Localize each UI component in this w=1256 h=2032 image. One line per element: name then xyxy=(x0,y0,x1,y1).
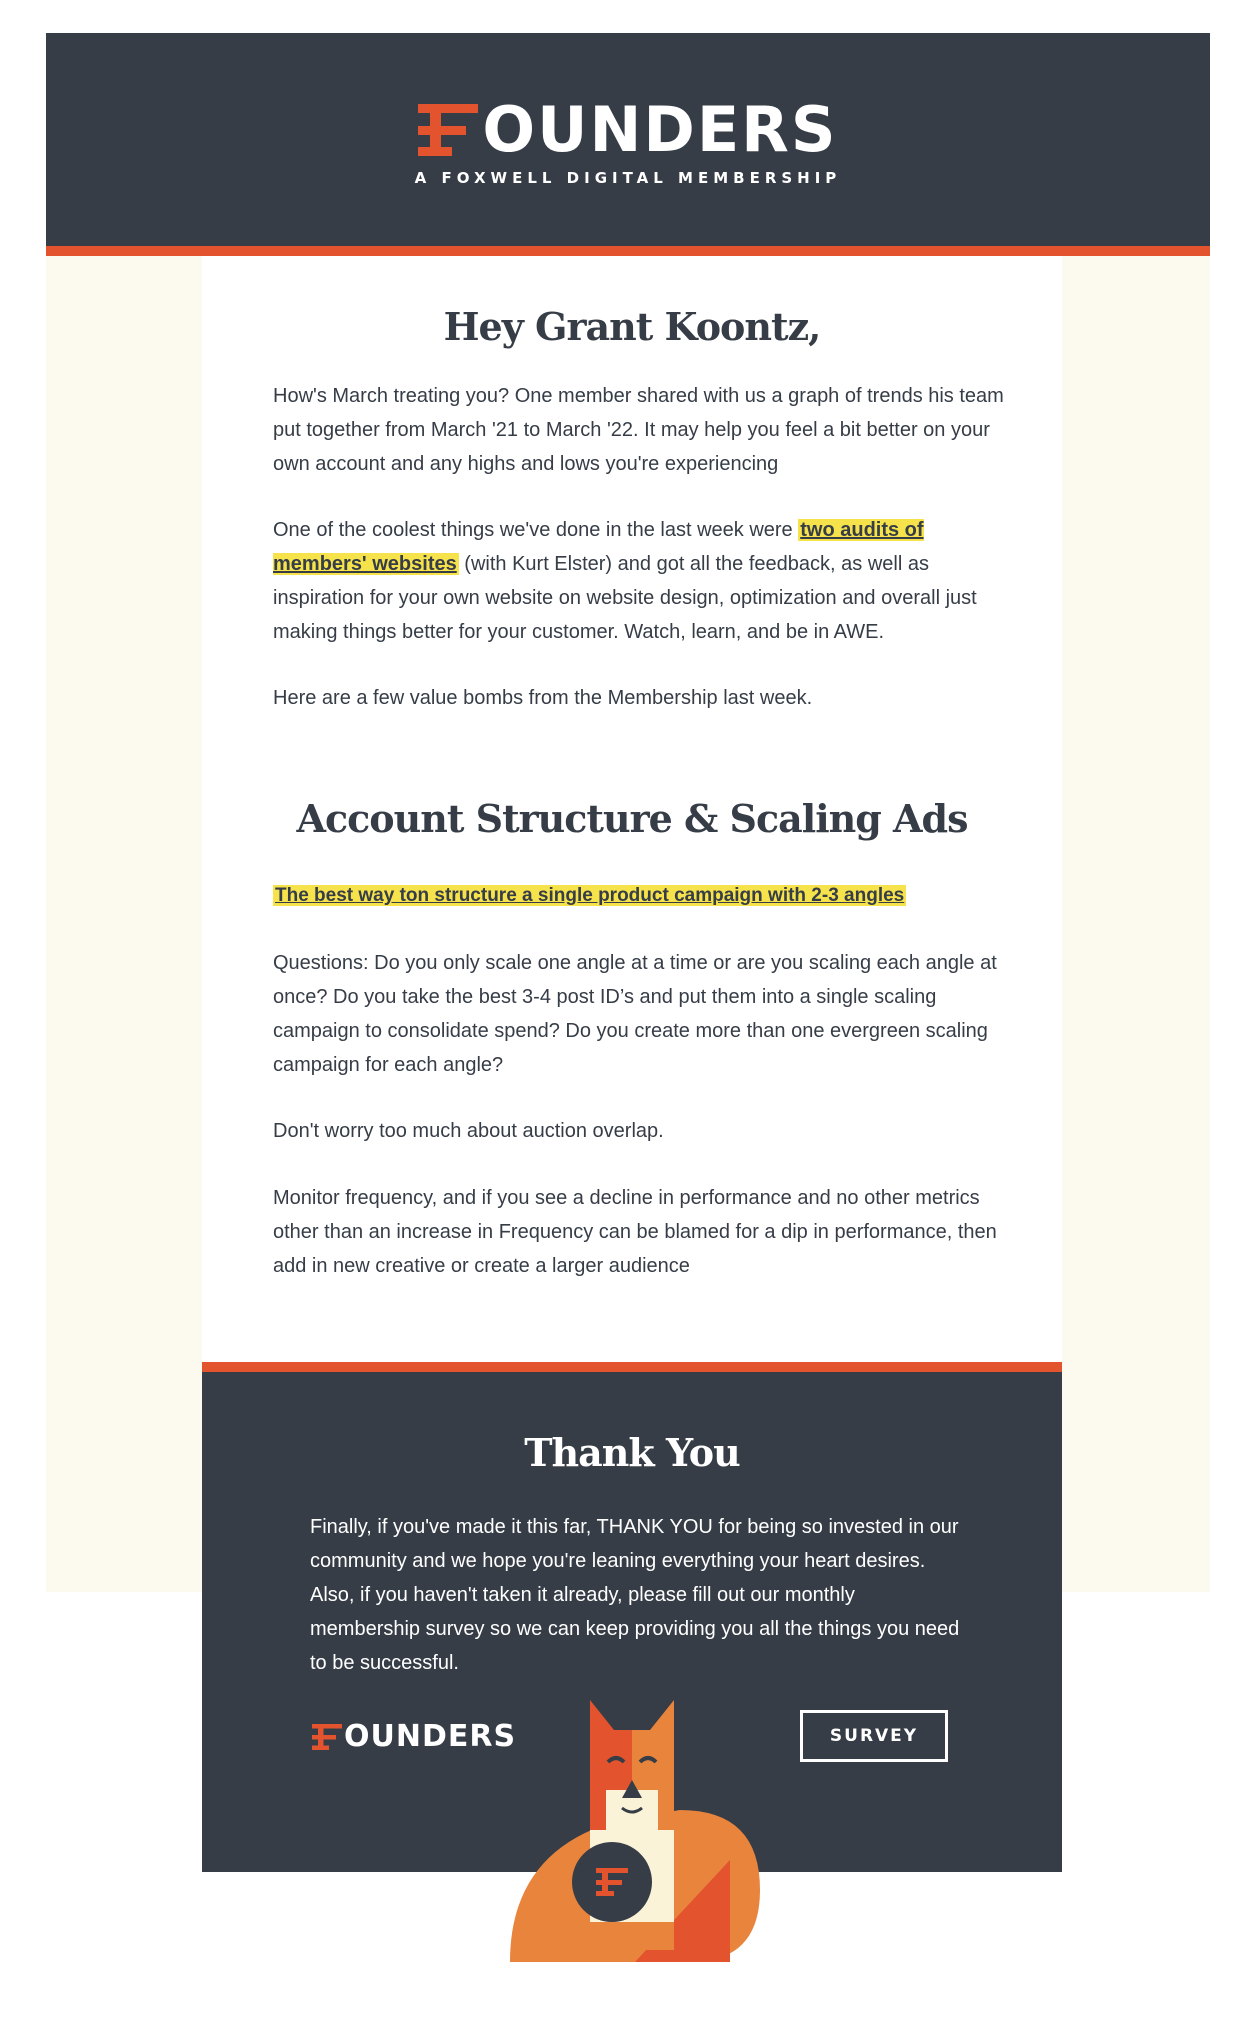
value-bombs-paragraph: Here are a few value bombs from the Membership last week. xyxy=(273,687,813,709)
campaign-structure-link[interactable]: The best way ton structure a single product campaign with 2-3 angles xyxy=(275,885,905,906)
founders-f-icon xyxy=(312,1724,342,1750)
audits-link[interactable]: two audits of members' websites xyxy=(273,519,924,575)
content-card xyxy=(202,256,1062,1362)
frequency-paragraph: Monitor frequency, and if you see a decline in performance and no other metrics other than an increase in Frequency can be blamed for a dip in performance, then add in new creative or create a larger audience xyxy=(273,1187,997,1277)
header-divider xyxy=(46,246,1210,256)
logo-wordmark: OUNDERS xyxy=(482,93,838,166)
audits-text-before: One of the coolest things we've done in the last week were xyxy=(273,519,799,541)
tagline: A FOXWELL DIGITAL MEMBERSHIP xyxy=(414,169,842,187)
section-heading: Account Structure & Scaling Ads xyxy=(296,796,968,841)
intro-paragraph: How's March treating you? One member shared with us a graph of trends his team put together from March '21 to March '22. It may help you feel a bit better on your own account and any highs and lows you're experiencing xyxy=(273,385,1004,475)
header-banner xyxy=(46,33,1210,246)
footer-logo-wordmark: OUNDERS xyxy=(344,1719,517,1754)
audits-text-after: (with Kurt Elster) and got all the feedback, as well as inspiration for your own website on website design, optimization and overall just making things better for your customer. Watch, learn, and be in AWE. xyxy=(273,553,977,643)
survey-button[interactable]: SURVEY xyxy=(800,1710,948,1762)
thank-you-heading: Thank You xyxy=(524,1430,740,1475)
founders-logo[interactable] xyxy=(46,93,1210,166)
fox-mascot-icon xyxy=(510,1700,760,1962)
thank-you-paragraph: Finally, if you've made it this far, THANK YOU for being so invested in our community and we hope you're leaning everything your heart desires. Also, if you haven't taken it already, please fill out our monthly membership survey so we can keep providing you all the things you need to be successful. xyxy=(310,1516,960,1674)
footer-divider xyxy=(202,1362,1062,1372)
audits-paragraph xyxy=(273,513,1013,649)
founders-f-icon xyxy=(418,104,478,156)
questions-paragraph: Questions: Do you only scale one angle at a time or are you scaling each angle at once? Do you take the best 3-4 post ID’s and put them into a single scaling campaign to consolidate spend? Do you create more than one evergreen scaling campaign for each angle? xyxy=(273,952,997,1076)
greeting-heading: Hey Grant Koontz, xyxy=(443,304,821,349)
campaign-link-line xyxy=(273,879,1013,913)
auction-overlap-paragraph: Don't worry too much about auction overlap. xyxy=(273,1120,664,1142)
footer-logo[interactable] xyxy=(312,1719,517,1754)
